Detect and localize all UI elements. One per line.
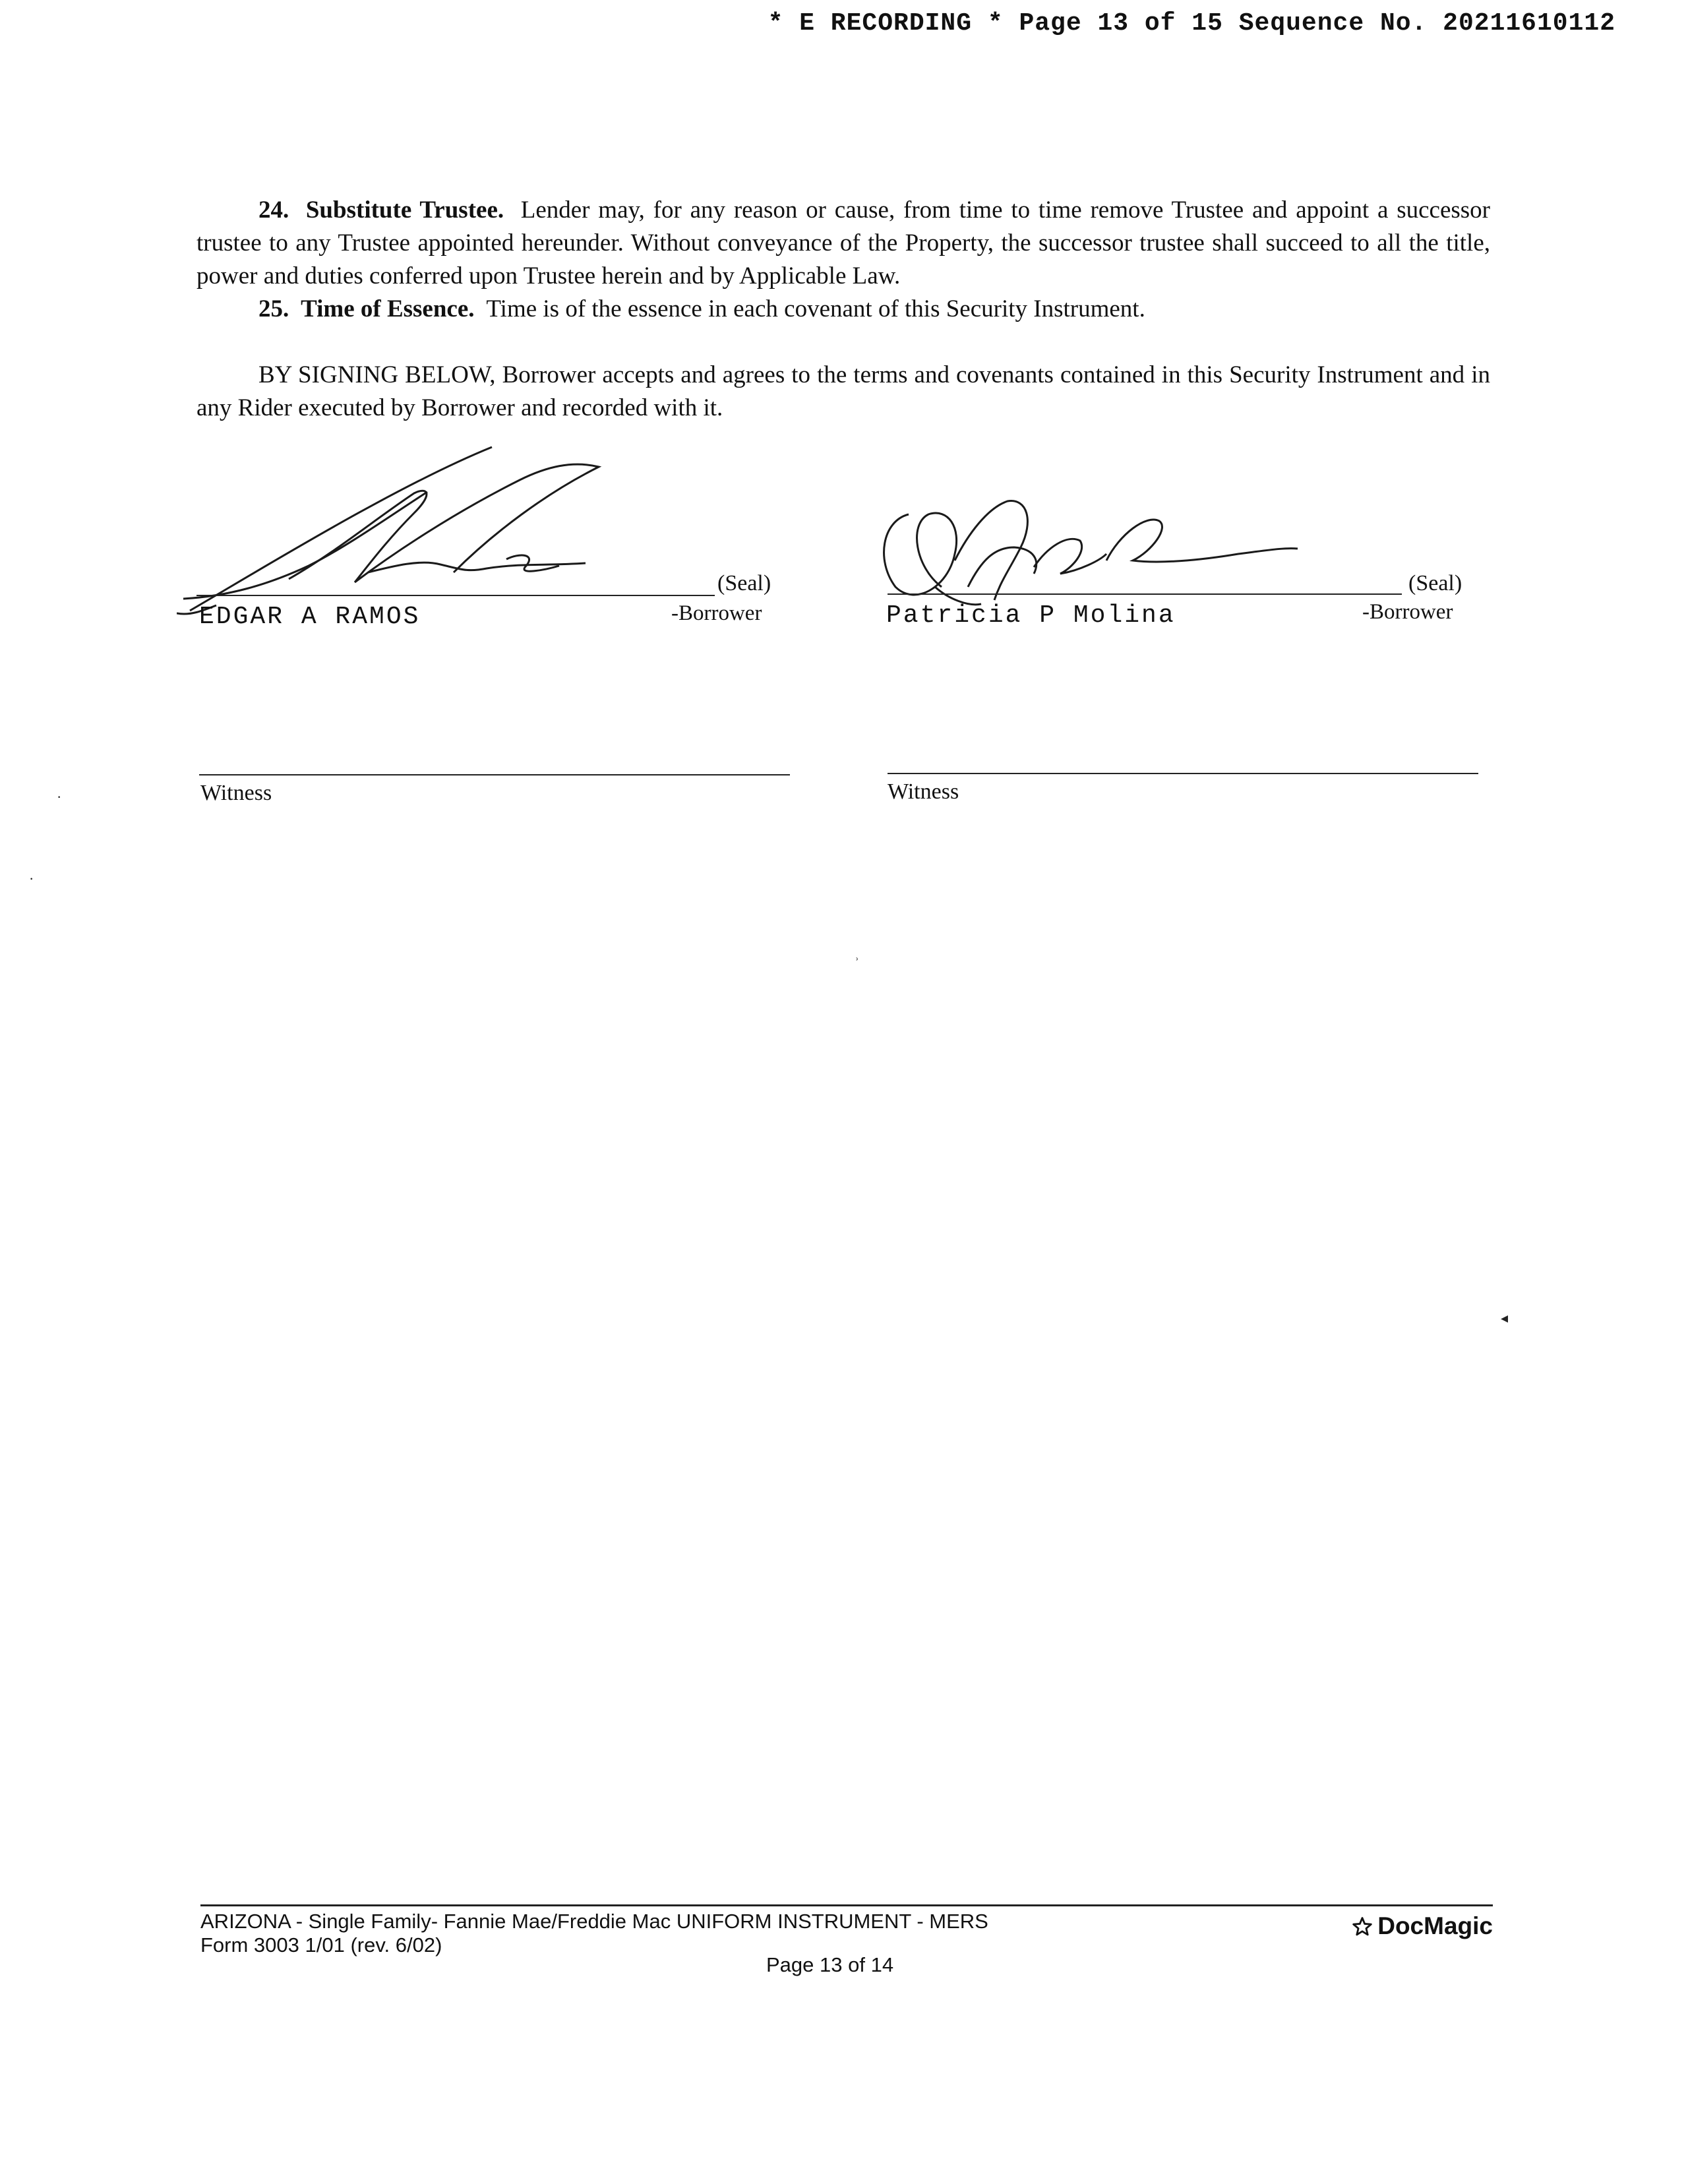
clause-24 — [196, 194, 1490, 293]
scan-speck: · — [29, 870, 34, 887]
borrower-1-role: -Borrower — [671, 601, 762, 625]
clause-text: Time is of the essence in each covenant of this Security Instrument. — [486, 295, 1145, 322]
star-outline-icon — [1351, 1916, 1373, 1938]
borrower-2-signature — [869, 488, 1304, 620]
borrower-1-name: EDGAR A RAMOS — [199, 603, 421, 631]
borrower-1-signature-line — [196, 595, 715, 596]
witness-1-line — [199, 774, 790, 775]
borrower-2-signature-line — [888, 593, 1402, 595]
borrower-2-seal-label: (Seal) — [1408, 571, 1462, 595]
brand-name: DocMagic — [1377, 1912, 1493, 1939]
scan-speck: · — [57, 789, 62, 805]
footer-page-number: Page 13 of 14 — [766, 1953, 894, 1976]
witness-1-label: Witness — [200, 781, 272, 805]
footer-form-number: Form 3003 1/01 (rev. 6/02) — [200, 1933, 442, 1957]
witness-2-line — [888, 773, 1478, 774]
scan-speck: ◂ — [1501, 1310, 1509, 1326]
borrower-1-seal-label: (Seal) — [717, 571, 771, 595]
borrower-2-name: Patricia P Molina — [886, 601, 1176, 630]
witness-2-label: Witness — [888, 779, 959, 804]
docmagic-brand — [1351, 1912, 1493, 1940]
acceptance-text: BY SIGNING BELOW, Borrower accepts and agrees to the terms and covenants contained in this Security Instrument and in any Rider executed by Borrower and recorded with it. — [196, 361, 1490, 421]
acceptance-paragraph — [196, 359, 1490, 425]
scan-speck: ʾ — [855, 955, 860, 971]
footer-rule — [200, 1904, 1493, 1906]
clauses-block — [196, 194, 1490, 326]
clause-number: 24. — [258, 197, 289, 224]
clause-title: Substitute Trustee. — [305, 197, 504, 224]
recording-header: * E RECORDING * Page 13 of 15 Sequence No. 20211610112 — [768, 9, 1615, 38]
clause-number: 25. — [258, 295, 289, 322]
clause-text: Lender may, for any reason or cause, from time to time remove Trustee and appoint a successor trustee to any Trustee appointed hereunder. Without conveyance of the Property, the successor trustee shall succeed to all the title, power and duties conferred upon Trustee herein and by Applicable Law. — [196, 197, 1490, 289]
borrower-2-role: -Borrower — [1362, 600, 1453, 624]
clause-title: Time of Essence. — [301, 295, 475, 322]
clause-25 — [196, 293, 1490, 326]
footer-form-title: ARIZONA - Single Family- Fannie Mae/Freddie Mac UNIFORM INSTRUMENT - MERS — [200, 1910, 988, 1933]
